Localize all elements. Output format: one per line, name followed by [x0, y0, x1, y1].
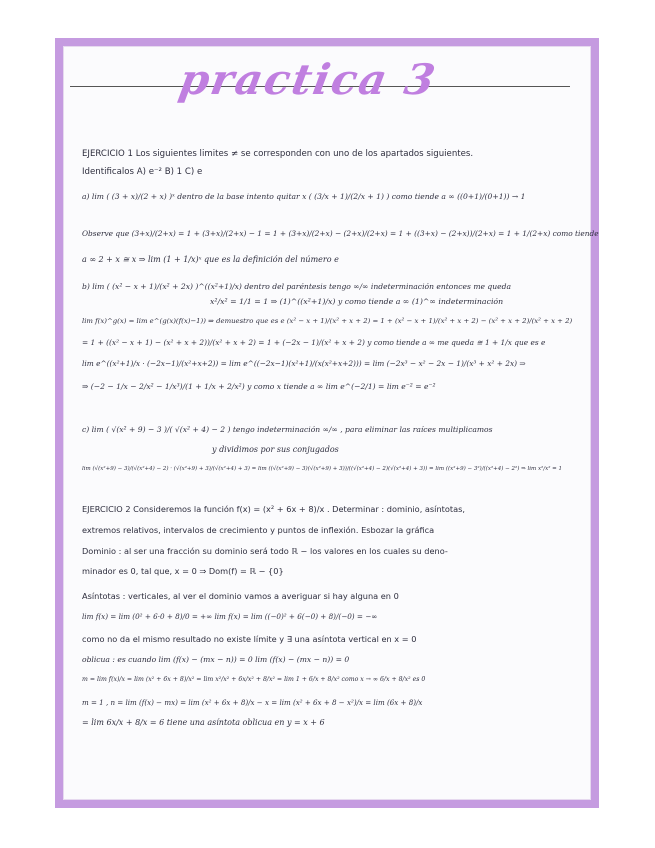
ex1-c-line3: lim (√(x²+9) − 3)/(√(x²+4) − 2) · (√(x²+9) + 3)/(√(x²+4) + 3) = lim ((√(x²+9) − 3)(√(x²+9) + 3))/((√(x²+4) − 2)(√(x²+4) + 3)) = lim ((x²+9) − 3²)/((x²+4) − 2²) ⇒ lim x²/x² = 1	[82, 466, 563, 472]
ex1-b-line5: lim e^((x²+1)/x · (−2x−1)/(x²+x+2)) = lim e^((−2x−1)(x²+1)/(x(x²+x+2))) = lim (−2x³ − x² − 2x − 1)/(x³ + x² + 2x) ⇒	[82, 359, 526, 368]
ex1-b-line4: = 1 + ((x² − x + 1) − (x² + x + 2))/(x² + x + 2) = 1 + (−2x − 1)/(x² + x + 2) y como tiende a ∞ me queda ≅ 1 + 1/x que es e	[82, 338, 546, 347]
ex1-a-line3: a ∞ 2 + x ≅ x ⇒ lim (1 + 1/x)ˣ que es la definición del número e	[82, 255, 339, 264]
ex1-heading: EJERCICIO 1 Los siguientes limites ≠ se corresponden con uno de los apartados siguientes.	[82, 149, 474, 159]
page-title: practica 3	[175, 55, 441, 104]
ex2-dominio-2: minador es 0, tal que, x = 0 ⇒ Dom(f) = ℝ − {0}	[82, 566, 284, 576]
ex1-c-line2: y dividimos por sus conjugados	[212, 445, 339, 454]
ex2-dominio-1: Dominio : al ser una fracción su dominio será todo ℝ − los valores en los cuales su deno-	[82, 546, 448, 556]
ex1-b-line6: ⇒ (−2 − 1/x − 2/x² − 1/x³)/(1 + 1/x + 2/x²) y como x tiende a ∞ lim e^(−2/1) = lim e⁻² = e⁻²	[82, 382, 436, 391]
ex2-oblicua-4: = lim 6x/x + 8/x = 6 tiene una asíntota oblicua en y = x + 6	[82, 718, 325, 727]
ex1-b-line3: lim f(x)^g(x) = lim e^(g(x)(f(x)−1)) ⇒ demuestro que es e (x² − x + 1)/(x² + x + 2) = 1 + (x² − x + 1)/(x² + x + 2) − (x² + x + 2)/(x² + x + 2)	[82, 317, 573, 325]
ex2-oblicua-1: oblicua : es cuando lim (f(x) − (mx − n)) = 0 lim (f(x) − (mx − n)) = 0	[82, 655, 350, 664]
title-area	[0, 0, 655, 130]
ex1-b-line1: b) lim ( (x² − x + 1)/(x² + 2x) )^((x²+1)/x) dentro del paréntesis tengo ∞/∞ indeterminación entonces me queda	[82, 282, 512, 291]
ex1-options: Identificalos A) e⁻² B) 1 C) e	[82, 167, 203, 177]
ex2-asintotas-1: Asíntotas : verticales, al ver el dominio vamos a averiguar si hay alguna en 0	[82, 591, 399, 601]
ex1-c-line1: c) lim ( √(x² + 9) − 3 )/( √(x² + 4) − 2 ) tengo indeterminación ∞/∞ , para eliminar las raíces multiplicamos	[82, 425, 493, 434]
ex2-oblicua-3: m = 1 , n = lim (f(x) − mx) = lim (x² + 6x + 8)/x − x = lim (x² + 6x + 8 − x²)/x = lim (6x + 8)/x	[82, 698, 423, 707]
ex2-line2: extremos relativos, intervalos de crecimiento y puntos de inflexión. Esbozar la gráfica	[82, 525, 435, 535]
ex2-asintotas-2: lim f(x) = lim (0² + 6·0 + 8)/0 = +∞ lim f(x) = lim ((−0)² + 6(−0) + 8)/(−0) = −∞	[82, 612, 378, 621]
ex2-heading: EJERCICIO 2 Consideremos la función f(x) = (x² + 6x + 8)/x . Determinar : dominio, asíntotas,	[82, 504, 465, 514]
ex1-a-line2: Observe que (3+x)/(2+x) = 1 + (3+x)/(2+x) − 1 = 1 + (3+x)/(2+x) − (2+x)/(2+x) = 1 + ((3+x) − (2+x))/(2+x) = 1 + 1/(2+x) como tiende	[82, 229, 599, 238]
ex2-asintotas-3: como no da el mismo resultado no existe límite y ∃ una asíntota vertical en x = 0	[82, 634, 417, 644]
ex2-oblicua-2: m = lim f(x)/x = lim (x² + 6x + 8)/x² = lim x²/x² + 6x/x² + 8/x² = lim 1 + 6/x + 8/x² como x → ∞ 6/x + 8/x² es 0	[82, 676, 426, 683]
ex1-b-line2: x²/x² = 1/1 = 1 ⇒ (1)^((x²+1)/x) y como tiende a ∞ (1)^∞ indeterminación	[210, 297, 504, 306]
ex1-a-line1: a) lim ( (3 + x)/(2 + x) )ˣ dentro de la base intento quitar x ( (3/x + 1)/(2/x + 1) ) como tiende a ∞ ((0+1)/(0+1)) → 1	[82, 192, 526, 201]
